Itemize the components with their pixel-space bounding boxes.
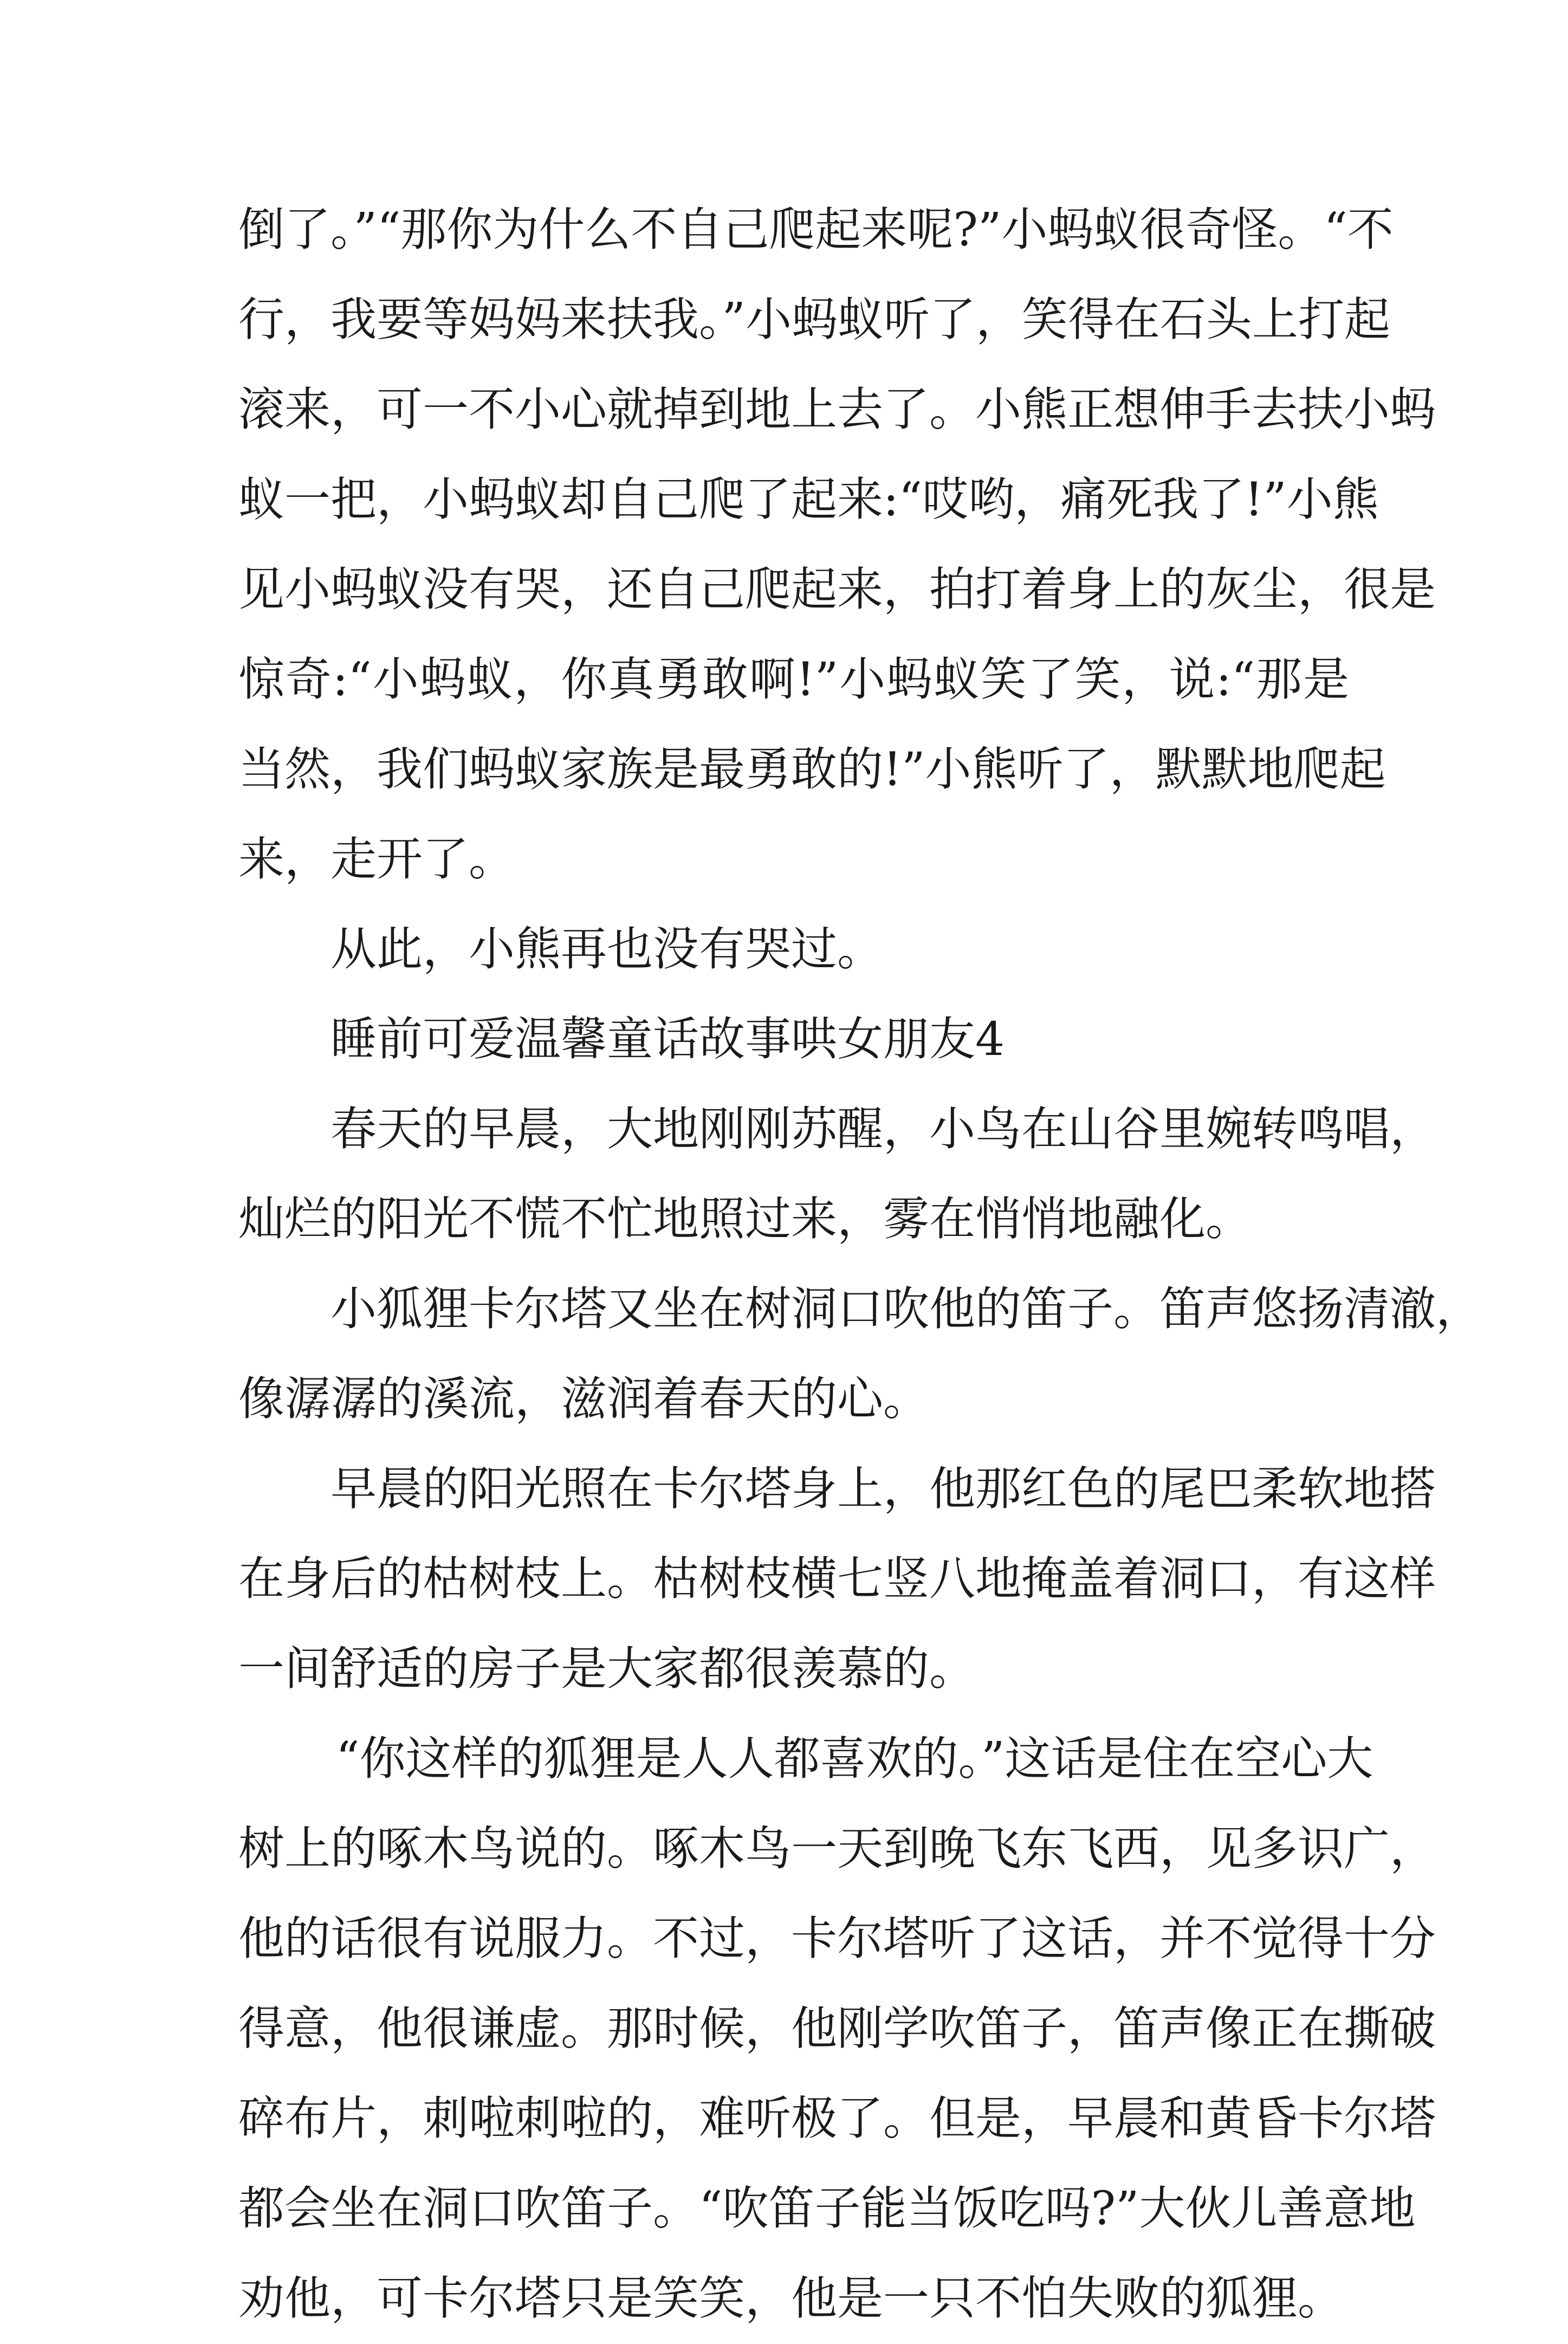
- text-line: 当然，我们蚂蚁家族是最勇敢的!”小熊听了，默默地爬起: [238, 743, 1386, 797]
- text-line: 都会坐在洞口吹笛子。“吹笛子能当饭吃吗?”大伙儿善意地: [238, 2182, 1416, 2236]
- text-line: 在身后的枯树枝上。枯树枝横七竖八地掩盖着洞口，有这样: [238, 1552, 1436, 1606]
- text-line: 来，走开了。: [238, 833, 515, 886]
- text-line: 蚁一把，小蚂蚁却自己爬了起来:“哎哟，痛死我了!”小熊: [238, 473, 1379, 527]
- text-line: 惊奇:“小蚂蚁，你真勇敢啊!”小蚂蚁笑了笑，说:“那是: [238, 653, 1349, 707]
- text-line: 行，我要等妈妈来扶我。”小蚂蚁听了，笑得在石头上打起: [238, 293, 1390, 347]
- text-line: “你这样的狐狸是人人都喜欢的。”这话是住在空心大: [336, 1732, 1373, 1786]
- text-line: 灿烂的阳光不慌不忙地照过来，雾在悄悄地融化。: [238, 1193, 1252, 1246]
- text-line: 小狐狸卡尔塔又坐在树洞口吹他的笛子。笛声悠扬清澈，: [331, 1283, 1482, 1336]
- text-line: 春天的早晨，大地刚刚苏醒，小鸟在山谷里婉转鸣唱，: [331, 1103, 1436, 1156]
- text-line: 一间舒适的房子是大家都很羡慕的。: [238, 1642, 976, 1696]
- text-line: 像潺潺的溪流，滋润着春天的心。: [238, 1372, 930, 1426]
- text-line: 劝他，可卡尔塔只是笑笑，他是一只不怕失败的狐狸。: [238, 2272, 1344, 2326]
- text-line: 树上的啄木鸟说的。啄木鸟一天到晚飞东飞西，见多识广，: [238, 1822, 1436, 1876]
- text-line: 得意，他很谦虚。那时候，他刚学吹笛子，笛声像正在撕破: [238, 2002, 1436, 2056]
- text-line: 他的话很有说服力。不过，卡尔塔听了这话，并不觉得十分: [238, 1912, 1436, 1966]
- section-title: 睡前可爱温馨童话故事哄女朋友4: [331, 1013, 1005, 1066]
- text-line: 早晨的阳光照在卡尔塔身上，他那红色的尾巴柔软地搭: [331, 1462, 1436, 1516]
- text-line: 见小蚂蚁没有哭，还自己爬起来，拍打着身上的灰尘，很是: [238, 563, 1436, 617]
- text-line: 碎布片，刺啦刺啦的，难听极了。但是，早晨和黄昏卡尔塔: [238, 2092, 1436, 2146]
- document-body: [238, 185, 1482, 2344]
- text-line: 倒了。”“那你为什么不自己爬起来呢?”小蚂蚁很奇怪。“不: [238, 203, 1394, 257]
- text-line: 从此，小熊再也没有哭过。: [331, 923, 884, 976]
- text-line: 滚来，可一不小心就掉到地上去了。小熊正想伸手去扶小蚂: [238, 383, 1436, 437]
